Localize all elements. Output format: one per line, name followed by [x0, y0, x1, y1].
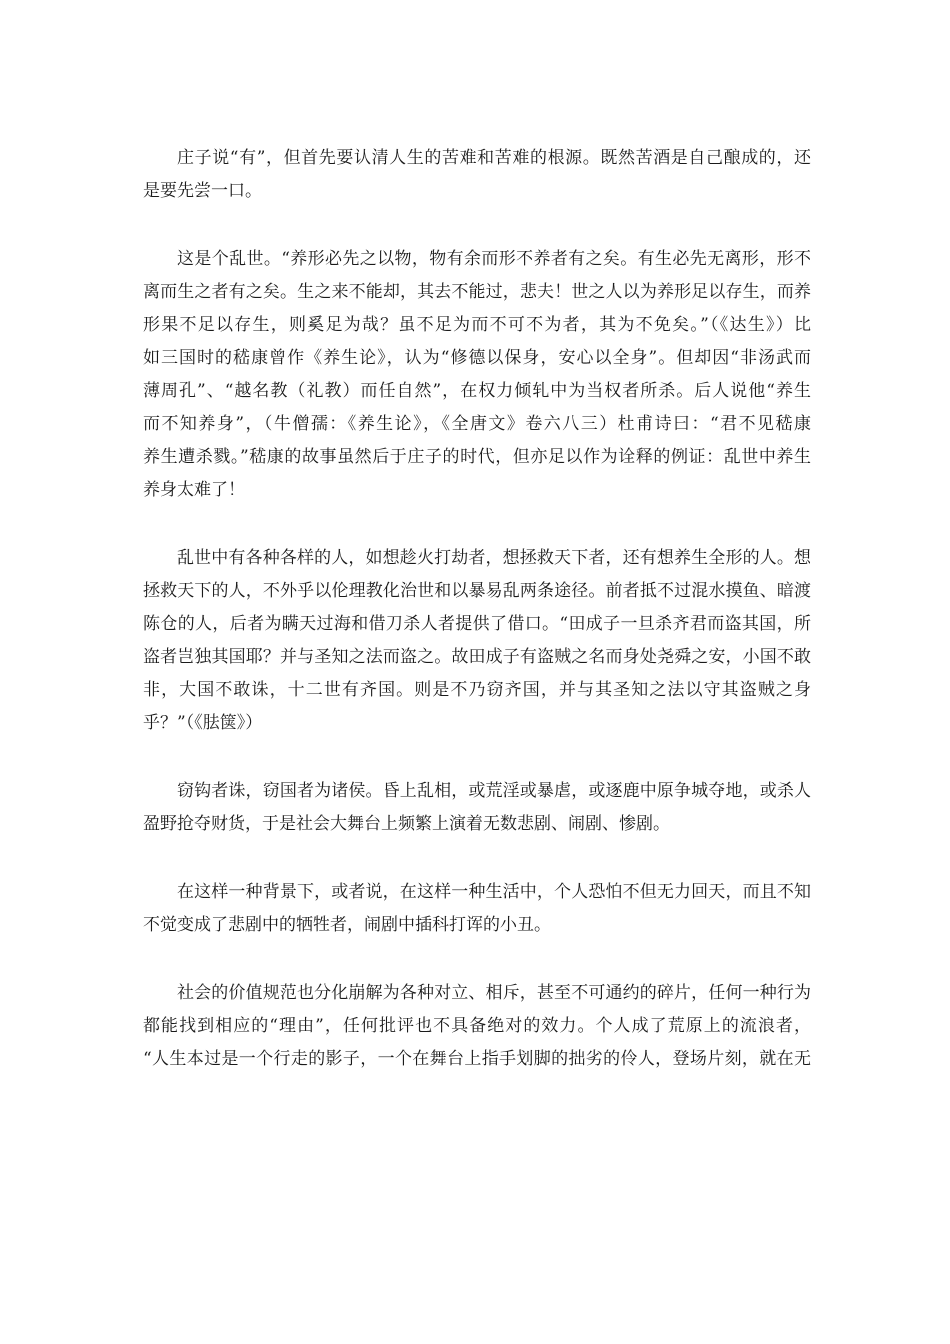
paragraph-3: [143, 542, 811, 740]
text-line: 而不知养身”，（牛僧孺：《养生论》，《全唐文》卷六八三）杜甫诗曰：“君不见嵇康: [143, 414, 811, 434]
paragraph-4: [143, 775, 811, 841]
text-line: 离而生之者有之矣。生之来不能却，其去不能过，悲夫！世之人以为养形足以存生，而养: [143, 282, 811, 302]
paragraph-1: [143, 142, 811, 208]
text-line: 形果不足以存生，则奚足为哉？虽不足为而不可不为者，其为不免矣。”（《达生》）比: [143, 315, 811, 335]
text-line: 盗者岂独其国耶？并与圣知之法而盗之。故田成子有盗贼之名而身处尧舜之安，小国不敢: [143, 647, 811, 667]
text-line: 养生遭杀戮。”嵇康的故事虽然后于庄子的时代，但亦足以作为诠释的例证：乱世中养生: [143, 447, 811, 467]
text-line: 陈仓的人，后者为瞒天过海和借刀杀人者提供了借口。“田成子一旦杀齐君而盗其国，所: [143, 614, 811, 634]
text-line: 乱世中有各种各样的人，如想趁火打劫者，想拯救天下者，还有想养生全形的人。想: [177, 548, 811, 568]
text-line: 是要先尝一口。: [143, 181, 262, 201]
text-line: 乎？”（《胠箧》）: [143, 713, 263, 733]
text-line: 都能找到相应的“理由”，任何批评也不具备绝对的效力。个人成了荒原上的流浪者，: [143, 1016, 811, 1036]
text-line: 养身太难了！: [143, 480, 245, 500]
text-line: 这是个乱世。“养形必先之以物，物有余而形不养者有之矣。有生必先无离形，形不: [177, 249, 811, 269]
text-line: 非，大国不敢诛，十二世有齐国。则是不乃窃齐国，并与其圣知之法以守其盗贼之身: [143, 680, 811, 700]
text-line: 庄子说“有”，但首先要认清人生的苦难和苦难的根源。既然苦酒是自己酿成的，还: [177, 148, 811, 168]
paragraph-2: [143, 243, 811, 507]
text-line: 窃钩者诛，窃国者为诸侯。昏上乱相，或荒淫或暴虐，或逐鹿中原争城夺地，或杀人: [177, 781, 811, 801]
paragraph-5: [143, 876, 811, 942]
text-line: 不觉变成了悲剧中的牺牲者，闹剧中插科打诨的小丑。: [143, 915, 551, 935]
text-line: 社会的价值规范也分化崩解为各种对立、相斥，甚至不可通约的碎片，任何一种行为: [177, 983, 811, 1003]
text-line: 在这样一种背景下，或者说，在这样一种生活中，个人恐怕不但无力回天，而且不知: [177, 882, 811, 902]
text-line: 拯救天下的人，不外乎以伦理教化治世和以暴易乱两条途径。前者抵不过混水摸鱼、暗渡: [143, 581, 811, 601]
text-line: “人生本过是一个行走的影子，一个在舞台上指手划脚的拙劣的伶人，登场片刻，就在无: [143, 1049, 811, 1069]
text-line: 盈野抢夺财货，于是社会大舞台上频繁上演着无数悲剧、闹剧、惨剧。: [143, 814, 670, 834]
paragraph-6: [143, 977, 811, 1076]
text-line: 如三国时的嵇康曾作《养生论》，认为“修德以保身，安心以全身”。但却因“非汤武而: [143, 348, 811, 368]
text-line: 薄周孔”、“越名教（礼教）而任自然”，在权力倾轧中为当权者所杀。后人说他“养生: [143, 381, 811, 401]
document-body: [143, 142, 811, 1111]
